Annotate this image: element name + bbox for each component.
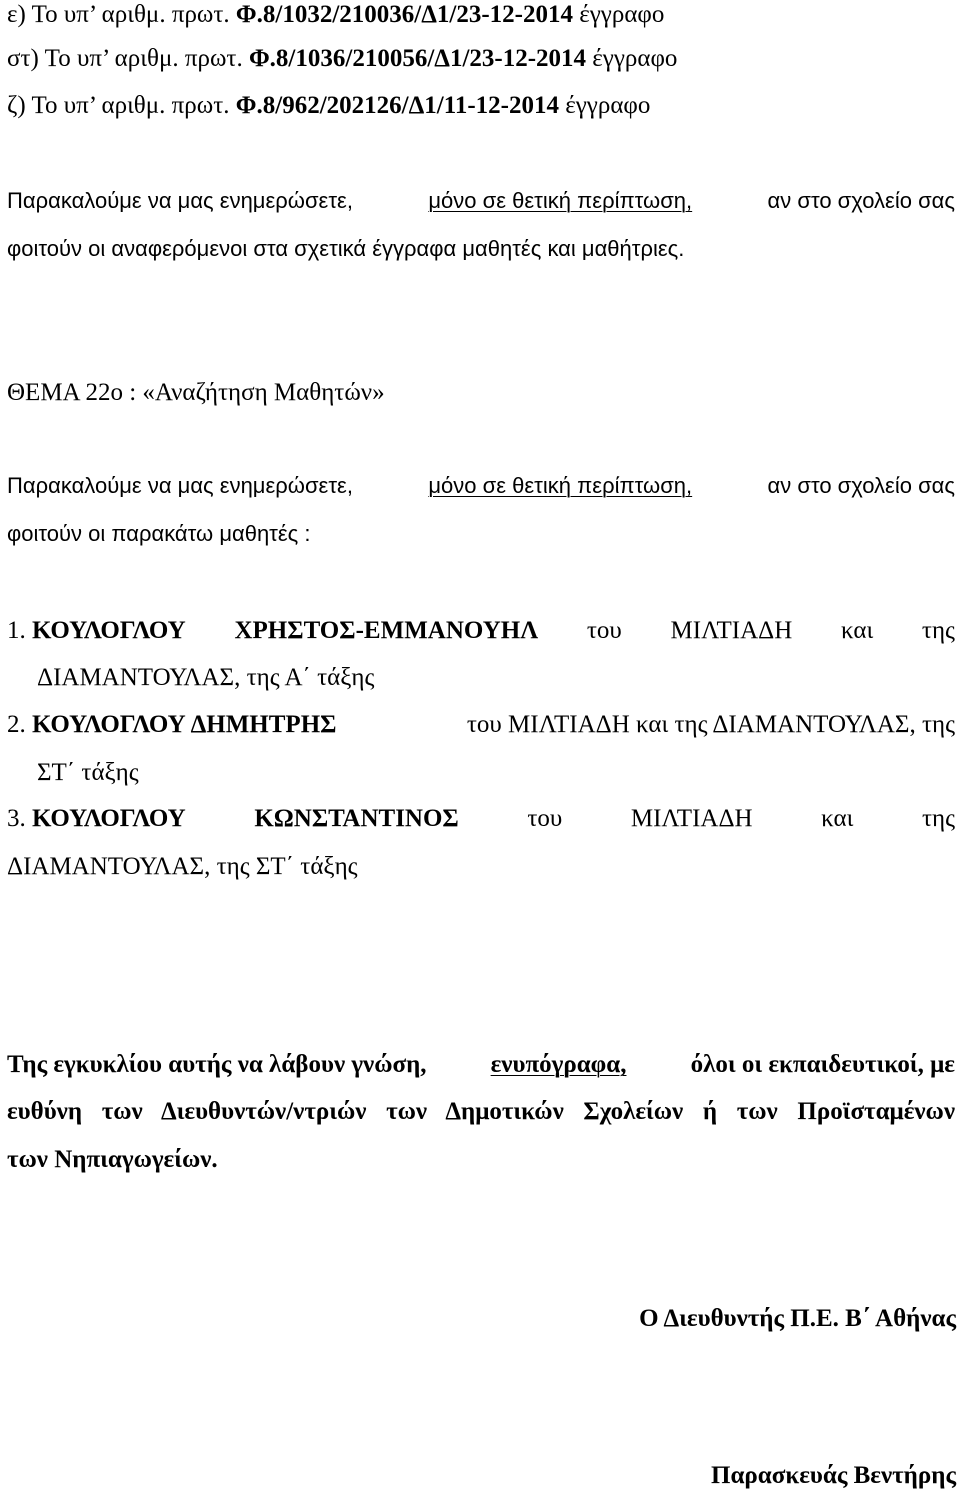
student-1-cont: ΔΙΑΜΑΝΤΟΥΛΑΣ, της Α΄ τάξης (37, 664, 375, 691)
doc-ref-st: στ) Το υπ’ αριθμ. πρωτ. Φ.8/1036/210056/Δ1/23-12-2014 έγγραφο (7, 45, 678, 72)
topic-heading: ΘΕΜΑ 22ο : «Αναζήτηση Μαθητών» (7, 379, 385, 406)
signature-title: Ο Διευθυντής Π.Ε. Β΄ Αθήνας (639, 1305, 956, 1332)
para1-line2: φοιτούν οι αναφερόμενοι στα σχετικά έγγραφα μαθητές και μαθήτριες. (7, 236, 685, 261)
para1-line1: Παρακαλούμε να μας ενημερώσετε, μόνο σε θετική περίπτωση, αν στο σχολείο σας (7, 188, 955, 213)
student-1: 1. ΚΟΥΛΟΓΛΟΥ ΧΡΗΣΤΟΣ-ΕΜΜΑΝΟΥΗΛ του ΜΙΛΤΙΑΔΗ και της (7, 617, 955, 644)
student-3: 3. ΚΟΥΛΟΓΛΟΥ ΚΩΝΣΤΑΝΤΙΝΟΣ του ΜΙΛΤΙΑΔΗ και της (7, 805, 955, 832)
protocol-number: Φ.8/962/202126/Δ1/11-12-2014 (235, 92, 559, 119)
student-3-cont: ΔΙΑΜΑΝΤΟΥΛΑΣ, της ΣΤ΄ τάξης (7, 853, 358, 880)
underlined-phrase: ενυπόγραφα, (490, 1051, 627, 1078)
notice-line2: ευθύνη των Διευθυντών/ντριών των Δημοτικών Σχολείων ή των Προϊσταμένων (7, 1098, 955, 1125)
para2-line1: Παρακαλούμε να μας ενημερώσετε, μόνο σε θετική περίπτωση, αν στο σχολείο σας (7, 473, 955, 498)
underlined-phrase: μόνο σε θετική περίπτωση, (428, 473, 693, 498)
student-2: 2. ΚΟΥΛΟΓΛΟΥ ΔΗΜΗΤΡΗΣ του ΜΙΛΤΙΑΔΗ και της ΔΙΑΜΑΝΤΟΥΛΑΣ, της (7, 711, 955, 738)
para2-line2: φοιτούν οι παρακάτω μαθητές : (7, 521, 311, 546)
notice-line1: Της εγκυκλίου αυτής να λάβουν γνώση, ενυπόγραφα, όλοι οι εκπαιδευτικοί, με (7, 1051, 955, 1078)
protocol-number: Φ.8/1036/210056/Δ1/23-12-2014 (248, 45, 587, 72)
underlined-phrase: μόνο σε θετική περίπτωση, (428, 188, 693, 213)
student-2-cont: ΣΤ΄ τάξης (37, 759, 139, 786)
doc-ref-z: ζ) Το υπ’ αριθμ. πρωτ. Φ.8/962/202126/Δ1/11-12-2014 έγγραφο (7, 92, 651, 119)
protocol-number: Φ.8/1032/210036/Δ1/23-12-2014 (235, 1, 574, 28)
notice-line3: των Νηπιαγωγείων. (7, 1146, 218, 1173)
signature-name: Παρασκευάς Βεντήρης (711, 1462, 956, 1489)
doc-ref-e: ε) Το υπ’ αριθμ. πρωτ. Φ.8/1032/210036/Δ1/23-12-2014 έγγραφο (7, 1, 665, 28)
